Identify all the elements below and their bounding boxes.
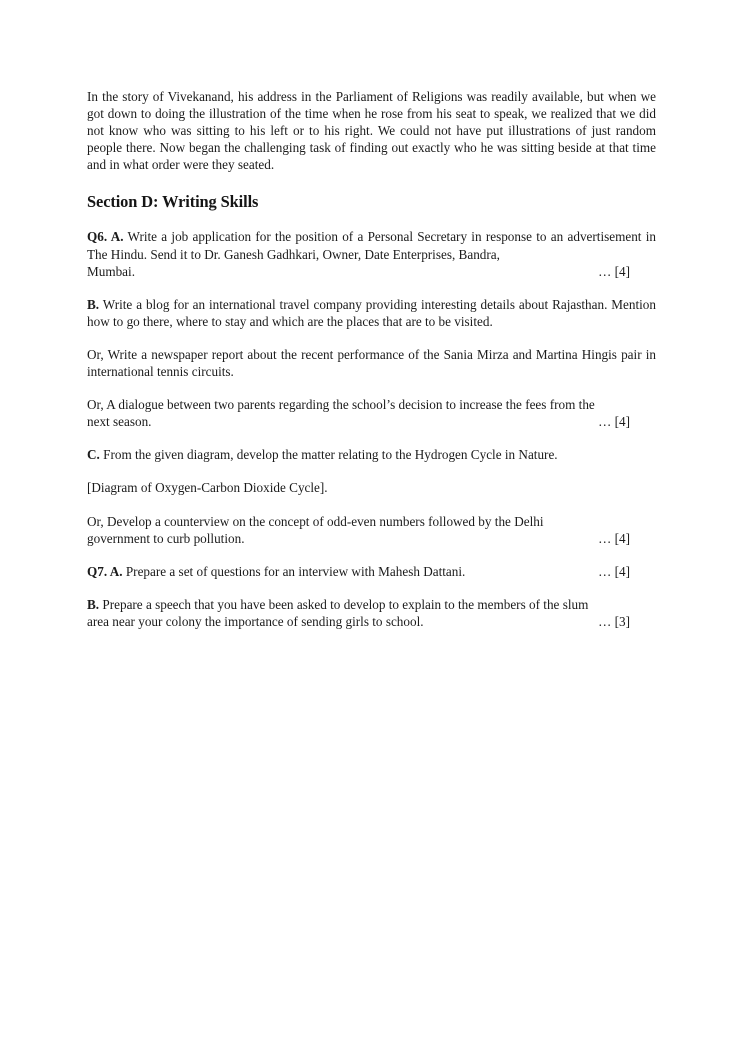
question-tail-text-q7-b: area near your colony the importance of sending girls to school. — [87, 613, 424, 629]
section-heading: Section D: Writing Skills — [87, 192, 259, 212]
question-tail-q7-b — [87, 613, 656, 630]
question-block-q7-a — [87, 563, 656, 580]
question-label-q7-a: Q7. A. — [87, 563, 123, 579]
question-text-q7-a — [87, 563, 465, 580]
question-tail-text-q6-c-or: government to curb pollution. — [87, 530, 245, 546]
question-block-q6-c — [87, 446, 656, 463]
question-text-q7-b — [87, 596, 656, 613]
question-body-q6-c: From the given diagram, develop the matter relating to the Hydrogen Cycle in Nature. — [103, 447, 558, 463]
question-body-q6-b: Write a blog for an international travel company providing interesting details about Rajasthan. Mention how to go there, where to stay and which are the places that are to be visited. — [87, 296, 656, 329]
question-label-q6-a: Q6. A. — [87, 229, 124, 245]
question-block-q6-b — [87, 296, 656, 330]
question-block-q6-b-or-1 — [87, 346, 656, 380]
question-label-q7-b: B. — [87, 596, 100, 612]
diagram-note-block — [87, 479, 656, 496]
question-body-q7-a: Prepare a set of questions for an interview with Mahesh Dattani. — [125, 563, 466, 579]
marks-q6-c-or: … [4] — [598, 530, 630, 546]
question-label-q6-c: C. — [87, 447, 100, 463]
marks-q7-b: … [3] — [598, 613, 630, 629]
marks-q6-b-or-2: … [4] — [598, 414, 630, 430]
question-block-q6-b-or-2 — [87, 396, 656, 430]
question-tail-text-q6-a: Mumbai. — [87, 263, 135, 279]
question-tail-q6-b-or-2 — [87, 413, 656, 430]
document-body — [87, 88, 656, 630]
question-text-q6-a — [87, 228, 656, 262]
question-block-q7-b — [87, 596, 656, 630]
question-tail-q6-a — [87, 263, 656, 280]
question-text-q6-b-or-2: Or, A dialogue between two parents regarding the school’s decision to increase the fees from the — [87, 397, 595, 413]
question-tail-q7-a — [87, 563, 656, 580]
question-label-q6-b: B. — [87, 296, 100, 312]
question-tail-q6-c-or — [87, 530, 656, 547]
marks-q7-a: … [4] — [598, 563, 630, 579]
question-body-q7-b: Prepare a speech that you have been asked to develop to explain to the members of the slum — [102, 596, 589, 612]
question-text-q6-c-or: Or, Develop a counterview on the concept of odd-even numbers followed by the Delhi — [87, 513, 544, 529]
question-block-q6-c-or — [87, 513, 656, 547]
question-block-q6-a — [87, 228, 656, 279]
diagram-note-text: [Diagram of Oxygen-Carbon Dioxide Cycle]. — [87, 480, 328, 496]
question-text-q6-c — [87, 446, 656, 463]
marks-q6-a: … [4] — [598, 263, 630, 279]
question-body-q6-a: Write a job application for the position of a Personal Secretary in response to an advertisement in The Hindu. Send it to Dr. Ganesh Gadhkari, Owner, Date Enterprises, Bandra, — [87, 229, 656, 262]
question-tail-text-q6-b-or-2: next season. — [87, 414, 152, 430]
question-text-q6-b — [87, 296, 656, 330]
question-text-q6-b-or-1: Or, Write a newspaper report about the recent performance of the Sania Mirza and Martina Hingis pair in international tennis circuits. — [87, 346, 656, 380]
intro-paragraph: In the story of Vivekanand, his address in the Parliament of Religions was readily available, but when we got down to doing the illustration of the time when he rose from his seat to speak, we realized that we did not know who was sitting to his left or to his right. We could not have put illustrations of just random people there. Now began the challenging task of finding out exactly who he was sitting beside at that time and in what order were they seated. — [87, 89, 656, 173]
